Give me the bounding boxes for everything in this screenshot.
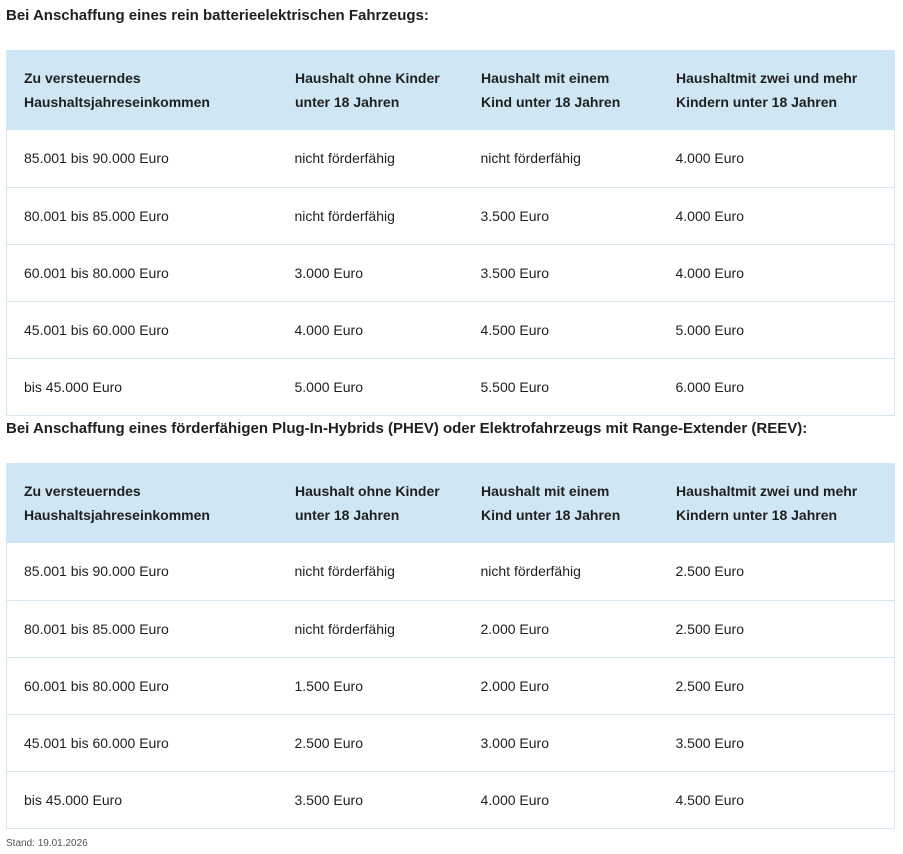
header-line: Kind unter 18 Jahren	[481, 94, 621, 110]
header-one-child	[464, 50, 659, 130]
no-children-cell: 2.500 Euro	[278, 714, 464, 771]
header-income	[7, 50, 278, 130]
income-cell: 80.001 bis 85.000 Euro	[7, 187, 278, 244]
phev-funding-table	[6, 463, 895, 829]
header-line: unter 18 Jahren	[295, 507, 400, 523]
two-plus-children-cell: 2.500 Euro	[659, 600, 895, 657]
header-line: Kindern unter 18 Jahren	[676, 507, 838, 523]
one-child-cell: nicht förderfähig	[464, 543, 659, 600]
one-child-cell: 2.000 Euro	[464, 657, 659, 714]
no-children-cell: 1.500 Euro	[278, 657, 464, 714]
header-line: Zu versteuerndes	[24, 483, 141, 499]
one-child-cell: nicht förderfähig	[464, 130, 659, 187]
one-child-cell: 4.500 Euro	[464, 301, 659, 358]
header-line: Zu versteuerndes	[24, 70, 141, 86]
income-cell: 60.001 bis 80.000 Euro	[7, 657, 278, 714]
one-child-cell: 3.500 Euro	[464, 187, 659, 244]
no-children-cell: 3.000 Euro	[278, 244, 464, 301]
two-plus-children-cell: 2.500 Euro	[659, 543, 895, 600]
two-plus-children-cell: 6.000 Euro	[659, 358, 895, 415]
one-child-cell: 3.000 Euro	[464, 714, 659, 771]
table-row	[7, 600, 895, 657]
income-cell: bis 45.000 Euro	[7, 358, 278, 415]
income-cell: 60.001 bis 80.000 Euro	[7, 244, 278, 301]
income-cell: 45.001 bis 60.000 Euro	[7, 301, 278, 358]
income-cell: 85.001 bis 90.000 Euro	[7, 130, 278, 187]
no-children-cell: nicht förderfähig	[278, 130, 464, 187]
header-two-plus-children	[659, 50, 895, 130]
no-children-cell: 5.000 Euro	[278, 358, 464, 415]
table-row	[7, 301, 895, 358]
header-line: Kindern unter 18 Jahren	[676, 94, 838, 110]
two-plus-children-cell: 4.000 Euro	[659, 130, 895, 187]
no-children-cell: nicht förderfähig	[278, 187, 464, 244]
header-no-children	[278, 463, 464, 543]
income-cell: 85.001 bis 90.000 Euro	[7, 543, 278, 600]
header-two-plus-children	[659, 463, 895, 543]
header-line: Haushalt mit einem	[481, 70, 610, 86]
two-plus-children-cell: 2.500 Euro	[659, 657, 895, 714]
table-header-row	[7, 50, 895, 130]
header-line: Haushalt ohne Kinder	[295, 483, 440, 499]
stand-date-note: Stand: 19.01.2026	[6, 838, 88, 849]
header-line: Haushaltsjahreseinkommen	[24, 507, 210, 523]
header-one-child	[464, 463, 659, 543]
header-income	[7, 463, 278, 543]
income-cell: bis 45.000 Euro	[7, 771, 278, 828]
income-cell: 80.001 bis 85.000 Euro	[7, 600, 278, 657]
no-children-cell: nicht förderfähig	[278, 600, 464, 657]
two-plus-children-cell: 4.000 Euro	[659, 187, 895, 244]
table-row	[7, 543, 895, 600]
two-plus-children-cell: 4.000 Euro	[659, 244, 895, 301]
no-children-cell: 4.000 Euro	[278, 301, 464, 358]
header-no-children	[278, 50, 464, 130]
bev-funding-table	[6, 50, 895, 416]
table-row	[7, 714, 895, 771]
one-child-cell: 4.000 Euro	[464, 771, 659, 828]
header-line: Haushaltmit zwei und mehr	[676, 483, 858, 499]
header-line: unter 18 Jahren	[295, 94, 400, 110]
one-child-cell: 3.500 Euro	[464, 244, 659, 301]
table-row	[7, 358, 895, 415]
header-line: Haushalt ohne Kinder	[295, 70, 440, 86]
two-plus-children-cell: 4.500 Euro	[659, 771, 895, 828]
table-row	[7, 130, 895, 187]
header-line: Haushalt mit einem	[481, 483, 610, 499]
bev-section-title: Bei Anschaffung eines rein batterieelektrischen Fahrzeugs:	[6, 7, 429, 24]
header-line: Haushaltsjahreseinkommen	[24, 94, 210, 110]
one-child-cell: 2.000 Euro	[464, 600, 659, 657]
table-row	[7, 657, 895, 714]
no-children-cell: nicht förderfähig	[278, 543, 464, 600]
two-plus-children-cell: 5.000 Euro	[659, 301, 895, 358]
income-cell: 45.001 bis 60.000 Euro	[7, 714, 278, 771]
header-line: Kind unter 18 Jahren	[481, 507, 621, 523]
header-line: Haushaltmit zwei und mehr	[676, 70, 858, 86]
table-header-row	[7, 463, 895, 543]
table-row	[7, 771, 895, 828]
one-child-cell: 5.500 Euro	[464, 358, 659, 415]
table-row	[7, 187, 895, 244]
two-plus-children-cell: 3.500 Euro	[659, 714, 895, 771]
phev-section-title: Bei Anschaffung eines förderfähigen Plug-In-Hybrids (PHEV) oder Elektrofahrzeugs mit Range-Extender (REEV):	[6, 420, 808, 437]
table-row	[7, 244, 895, 301]
no-children-cell: 3.500 Euro	[278, 771, 464, 828]
